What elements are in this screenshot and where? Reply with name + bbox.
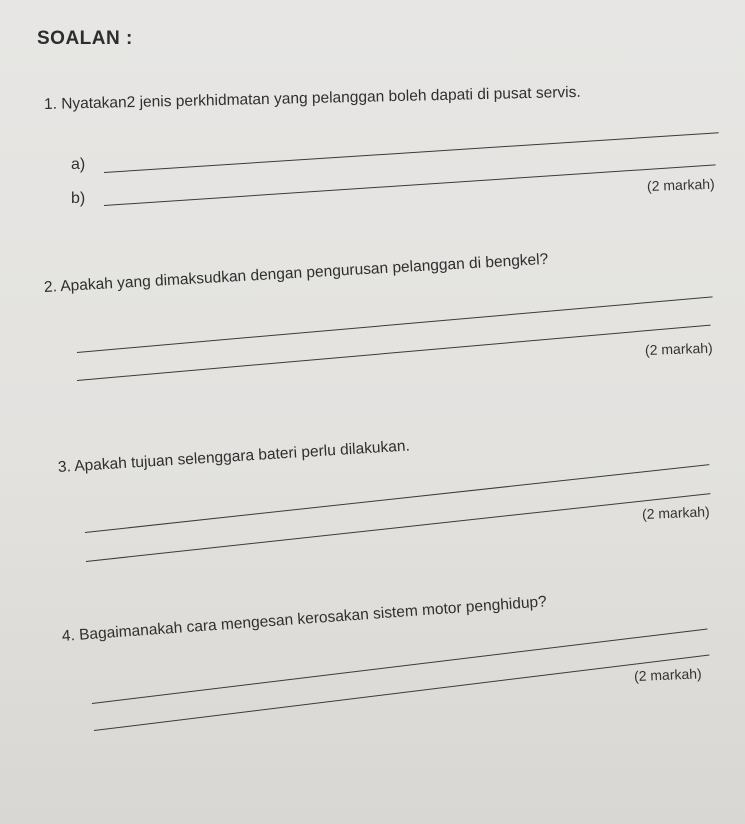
question-1-text: 1. Nyatakan2 jenis perkhidmatan yang pelanggan boleh dapati di pusat servis. xyxy=(43,83,581,113)
question-4-text: 4. Bagaimanakah cara mengesan kerosakan sistem motor penghidup? xyxy=(61,593,548,645)
question-3-marks: (2 markah) xyxy=(641,503,710,522)
question-1-marks: (2 markah) xyxy=(646,175,715,194)
question-1-sub-a-label: a) xyxy=(71,156,86,173)
question-3-answer-line-1[interactable] xyxy=(85,464,709,533)
question-2-answer-line-1[interactable] xyxy=(77,296,713,353)
question-2-marks: (2 markah) xyxy=(644,339,713,358)
question-3-answer-line-2[interactable] xyxy=(86,493,710,562)
question-3-text: 3. Apakah tujuan selenggara bateri perlu dilakukan. xyxy=(57,437,411,476)
question-2-text: 2. Apakah yang dimaksudkan dengan pengurusan pelanggan di bengkel? xyxy=(43,250,549,296)
question-4-marks: (2 markah) xyxy=(633,665,702,684)
question-1-answer-line-a[interactable] xyxy=(104,132,719,173)
question-2-answer-line-2[interactable] xyxy=(77,325,711,382)
question-1-answer-line-b[interactable] xyxy=(104,164,716,206)
question-1-sub-b-label: b) xyxy=(71,190,86,207)
worksheet-heading: SOALAN : xyxy=(37,28,133,49)
